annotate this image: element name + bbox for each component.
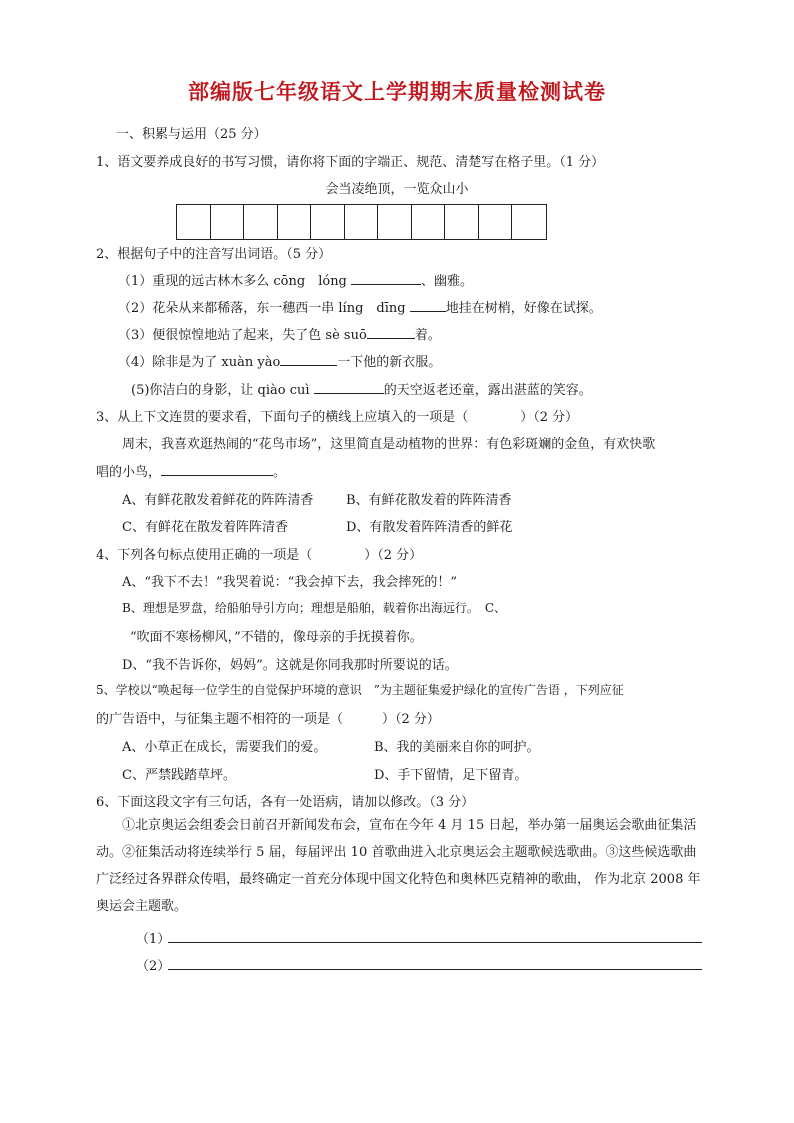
option-d[interactable]: D、“我不告诉你，妈妈”。这就是你同我那时所要说的话。: [122, 658, 458, 673]
question-2-item: [118, 351, 441, 370]
option-d[interactable]: D、手下留情，足下留青。: [374, 768, 528, 783]
option-a[interactable]: A、小草正在成长，需要我们的爱。: [122, 740, 327, 755]
answer-label: （1）: [136, 932, 171, 947]
option-b[interactable]: B、理想是罗盘，给船舶导引方向；理想是船舶，载着你出海远行。 C、: [122, 601, 507, 615]
item-text: （3）便很惊惶地站了起来，失了色 sè suō: [118, 328, 367, 343]
writing-grid[interactable]: [176, 204, 547, 240]
option-c[interactable]: “吹面不寒杨柳风，”不错的，像母亲的手抚摸着你。: [130, 630, 423, 645]
option-d[interactable]: D、有散发着阵阵清香的鲜花: [346, 520, 513, 535]
question-6-stem: 6、下面这段文字有三句话，各有一处语病，请加以修改。（3 分）: [96, 795, 475, 810]
grid-cell[interactable]: [244, 205, 278, 239]
option-a[interactable]: A、有鲜花散发着鲜花的阵阵清香: [122, 493, 314, 508]
item-text: （4）除非是为了 xuàn yào: [118, 355, 281, 370]
question-4-stem: 4、下列各句标点使用正确的一项是（ ）（2 分）: [96, 548, 423, 563]
question-3-passage: 周末，我喜欢逛热闹的“花鸟市场”，这里简直是动植物的世界：有色彩斑斓的金鱼，有欢快歌: [122, 437, 656, 452]
grid-cell[interactable]: [412, 205, 446, 239]
answer-blank[interactable]: [280, 353, 337, 366]
answer-label: （2）: [136, 959, 171, 974]
item-text: 、幽雅。: [421, 274, 474, 289]
option-c[interactable]: C、有鲜花在散发着阵阵清香: [122, 520, 288, 535]
option-b[interactable]: B、我的美丽来自你的呵护。: [374, 740, 540, 755]
section-heading: 一、积累与运用（25 分）: [116, 127, 267, 142]
question-5-stem: 的广告语中，与征集主题不相符的一项是（ ）（2 分）: [96, 712, 440, 727]
answer-blank[interactable]: [161, 463, 273, 476]
answer-line[interactable]: [168, 942, 702, 943]
answer-line[interactable]: [168, 969, 702, 970]
item-text: 地挂在树梢，好像在试探。: [445, 301, 602, 316]
question-6-passage: ①北京奥运会组委会日前召开新闻发布会，宣布在今年 4 月 15 日起，举办第一届奥运会歌曲征集活动。②征集活动将连续举行 5 届，每届评出 10 首歌曲进入北京奥运会主题歌候选歌曲。③这些候选歌曲广泛经过各界群众传唱，最终确定一首充分体现中国文化特色和奥林匹克精神的歌曲， 作为北京 2008 年奥运会主题歌。: [96, 818, 701, 914]
answer-blank[interactable]: [314, 381, 384, 394]
option-c[interactable]: C、严禁践踏草坪。: [122, 768, 236, 783]
item-text: (5)你洁白的身影，让 qiào cuì: [131, 383, 314, 398]
grid-cell[interactable]: [211, 205, 245, 239]
grid-cell[interactable]: [512, 205, 546, 239]
grid-cell[interactable]: [378, 205, 412, 239]
grid-cell[interactable]: [311, 205, 345, 239]
question-2-stem: 2、根据句子中的注音写出词语。（5 分）: [96, 247, 332, 262]
item-text: 着。: [414, 328, 441, 343]
item-text: （1）重现的远古林木多么 cōng lóng: [118, 274, 352, 289]
grid-cell[interactable]: [345, 205, 379, 239]
item-text: （2）花朵从来都稀落，东一穗西一串 líng dīng: [118, 301, 410, 316]
question-2-item: [118, 270, 473, 289]
question-1-phrase: 会当凌绝顶，一览众山小: [325, 182, 469, 197]
option-b[interactable]: B、有鲜花散发着的阵阵清香: [346, 493, 512, 508]
option-a[interactable]: A、“我下不去！”我哭着说：“我会掉下去，我会摔死的！”: [122, 575, 457, 590]
grid-cell[interactable]: [278, 205, 312, 239]
question-2-item: [118, 324, 441, 343]
answer-blank[interactable]: [367, 326, 415, 339]
grid-cell[interactable]: [445, 205, 479, 239]
answer-blank[interactable]: [351, 272, 421, 285]
page-title: 部编版七年级语文上学期期末质量检测试卷: [188, 80, 606, 104]
question-5-stem: 5、学校以“唤起每一位学生的自觉保护环境的意识 ”为主题征集爱护绿化的宣传广告语 ，下列应征: [96, 683, 624, 697]
question-2-item: [118, 297, 602, 316]
passage-text: 唱的小鸟，: [96, 465, 162, 480]
passage-text: 。: [273, 465, 287, 480]
item-text: 一下他的新衣服。: [337, 355, 442, 370]
question-2-item: [131, 379, 592, 398]
grid-cell[interactable]: [177, 205, 211, 239]
question-1-stem: 1、语文要养成良好的书写习惯，请你将下面的字端正、规范、清楚写在格子里。（1 分）: [96, 155, 605, 170]
answer-blank[interactable]: [410, 299, 446, 312]
item-text: 的天空返老还童，露出湛蓝的笑容。: [383, 383, 592, 398]
question-3-stem: 3、从上下文连贯的要求看，下面句子的横线上应填入的一项是（ ）（2 分）: [96, 410, 579, 425]
question-3-passage: [96, 461, 286, 480]
grid-cell[interactable]: [479, 205, 513, 239]
